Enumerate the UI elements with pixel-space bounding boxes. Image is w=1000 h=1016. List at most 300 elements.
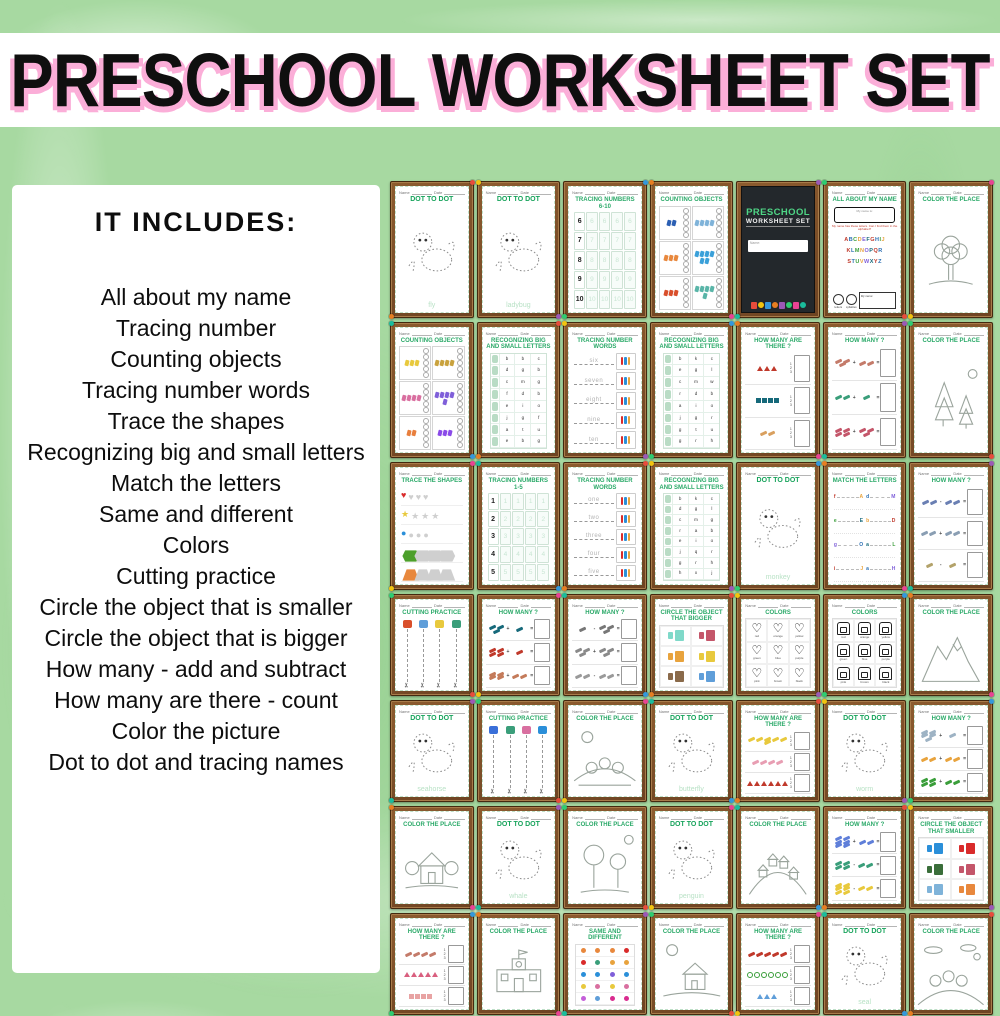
trace-shapes-rows: ♥ ♥ ♥ ♥ ★ ★ ★ ★ ● ● ● ●: [399, 487, 465, 582]
answer-box: [967, 552, 983, 578]
counting-grid: [659, 206, 725, 310]
worksheet-page: [482, 327, 556, 454]
sticker-decoration: [816, 699, 821, 704]
page-title: PRESCHOOL WORKSHEET SET: [10, 38, 990, 122]
answer-box: [967, 521, 983, 547]
name-date-line: Name Date: [832, 708, 898, 714]
answer-box: [621, 619, 637, 638]
worksheet-title: HOW MANY ?: [845, 822, 885, 829]
worksheet-thumb-circle-smaller-41: [909, 806, 993, 908]
heart-outline-icon: ♡: [793, 620, 805, 635]
heart-outline-icon: ♡: [751, 666, 763, 681]
sticker-decoration: [735, 1011, 740, 1016]
worksheet-page: [828, 599, 902, 691]
sticker-decoration: [643, 912, 648, 917]
name-date-line: Name Date: [918, 470, 984, 476]
answer-box: [967, 773, 983, 792]
answer-box: [794, 387, 810, 414]
dot-caption: seal: [858, 999, 872, 1007]
backpack-outline-icon: [858, 622, 871, 635]
worksheet-title: DOT TO DOT: [843, 927, 887, 935]
name-date-line: Name Date: [832, 470, 898, 476]
sticker-decoration: [729, 798, 734, 803]
worksheet-title: DOT TO DOT: [496, 821, 540, 829]
worksheet-thumb-counting-3: [650, 181, 734, 318]
worksheet-thumb-colors-bags-26: [823, 594, 907, 696]
sticker-decoration: [470, 180, 475, 185]
worksheet-thumb-place-35: [390, 806, 474, 908]
name-date-line: Name Date: [745, 470, 811, 476]
dot-caption: ladybug: [506, 301, 531, 309]
name-date-line: Name Date: [659, 189, 725, 195]
worksheet-page: Name Date HOW MANY ? - = + = - =: [568, 599, 642, 691]
worksheet-title: RECOGNIZING BIG AND SMALL LETTERS: [659, 478, 724, 491]
name-date-line: Name Date: [486, 921, 552, 927]
worksheet-title: DOT TO DOT: [410, 714, 454, 722]
includes-item: Tracing number: [115, 315, 277, 341]
worksheet-page: [482, 918, 556, 1010]
worksheet-page: [655, 467, 729, 585]
answer-box: [448, 966, 464, 984]
name-date-line: Name Date: [399, 708, 465, 714]
worksheet-title: TRACE THE SHAPES: [401, 478, 463, 484]
worksheet-page: [482, 467, 556, 585]
sticker-decoration: [816, 180, 821, 185]
worksheet-thumb-how-many-add-22: [477, 594, 561, 696]
sticker-decoration: [989, 699, 994, 704]
color-bags-grid: red orange yellow green blue purple pink brown black: [832, 618, 898, 688]
sticker-decoration: [556, 805, 561, 810]
worksheet-thumb-dot-28: [390, 700, 474, 802]
dot-caption: penguin: [679, 892, 704, 900]
name-date-line: Name Date: [659, 330, 725, 336]
sticker-decoration: [562, 321, 567, 326]
name-date-line: Name Date: [745, 814, 811, 820]
includes-item: How many are there - count: [54, 687, 338, 713]
includes-item: Same and different: [99, 501, 293, 527]
dot-to-dot-drawing: [399, 724, 465, 786]
worksheet-title: COUNTING OBJECTS: [400, 337, 463, 344]
worksheet-thumb-how-many-add-12: [823, 322, 907, 459]
alphabet-rows: ABCDEFGHIJ KLMNOPQR STUVWXYZ: [844, 236, 886, 265]
includes-item: Colors: [162, 532, 230, 558]
backpack-outline-icon: [879, 622, 892, 635]
worksheet-thumb-number-words-9: [563, 322, 647, 459]
name-date-line: Name Date: [918, 921, 984, 927]
cutting-lines: ✂ ✂ ✂ ✂: [399, 629, 465, 688]
worksheet-page: [914, 811, 988, 903]
worksheet-title: RECOGNIZING BIG AND SMALL LETTERS: [486, 337, 551, 350]
dot-to-dot-drawing: [659, 724, 725, 786]
worksheet-thumb-how-many-count-11: [736, 322, 820, 459]
sticker-decoration: [556, 593, 561, 598]
sticker-decoration: [649, 454, 654, 459]
dot-caption: fly: [428, 301, 436, 309]
worksheet-title: DOT TO DOT: [496, 196, 540, 203]
worksheet-thumb-dot-18: [736, 462, 820, 590]
worksheet-title: CUTTING PRACTICE: [488, 715, 548, 722]
name-date-line: Name Date: [572, 330, 638, 336]
worksheet-thumb-dot-36: [477, 806, 561, 908]
worksheet-thumb-dot-38: [650, 806, 734, 908]
sticker-decoration: [649, 180, 654, 185]
sticker-decoration: [643, 692, 648, 697]
dot-to-dot-drawing: [486, 831, 552, 893]
worksheet-thumb-letters-table-17: [650, 462, 734, 590]
number-words-rows: six seven eight nine ten: [572, 353, 638, 451]
sticker-decoration: [476, 912, 481, 917]
worksheet-title: ALL ABOUT MY NAME: [832, 197, 897, 203]
worksheet-title: HOW MANY ARE THERE ?: [407, 928, 456, 942]
worksheet-page: Name Date ALL ABOUT MY NAME My name is: My name has these letters. Can I find them in the alphabet? ABCDEFGHIJ KLMNOPQR STUVWXYZ letters syllables My name:: [828, 186, 902, 313]
worksheet-page: [482, 186, 556, 313]
worksheet-title: MATCH THE LETTERS: [832, 478, 897, 484]
sticker-decoration: [556, 798, 561, 803]
sticker-decoration: [556, 314, 561, 319]
name-date-line: Name Date: [745, 708, 811, 714]
backpack-outline-icon: [879, 644, 892, 657]
heart-outline-icon: ♡: [772, 643, 784, 658]
includes-item: Tracing number words: [82, 377, 310, 403]
sticker-decoration: [470, 461, 475, 466]
worksheet-thumb-cover-4: [736, 181, 820, 318]
name-date-line: Name Date: [832, 602, 898, 608]
sticker-decoration: [389, 798, 394, 803]
sticker-decoration: [470, 905, 475, 910]
worksheet-title: CIRCLE THE OBJECT THAT BIGGER: [660, 609, 723, 622]
worksheet-thumb-letters-table-8: [477, 322, 561, 459]
includes-item: Circle the object that is bigger: [44, 625, 348, 651]
name-date-line: Name Date: [918, 189, 984, 195]
sticker-decoration: [729, 314, 734, 319]
worksheet-page: [482, 705, 556, 797]
answer-box: [448, 945, 464, 963]
worksheet-thumb-how-many-add-34: [909, 700, 993, 802]
answer-box: [621, 643, 637, 662]
sticker-decoration: [476, 699, 481, 704]
worksheet-page: Name Date HOW MANY ? + = - = - =: [828, 811, 902, 903]
worksheet-title: COLOR THE PLACE: [662, 928, 721, 935]
worksheet-thumb-counting-7: [390, 322, 474, 459]
sticker-decoration: [735, 586, 740, 591]
dot-to-dot-drawing: [486, 206, 552, 302]
name-date-line: Name Date: [399, 330, 465, 336]
dot-to-dot-drawing: [659, 831, 725, 893]
sticker-decoration: [729, 593, 734, 598]
worksheet-thumb-how-many-count-42: [390, 913, 474, 1015]
dot-to-dot-drawing: [745, 487, 811, 574]
sticker-decoration: [470, 699, 475, 704]
object-pairs-grid: [659, 625, 725, 688]
name-date-line: Name Date: [572, 602, 638, 608]
worksheet-title: HOW MANY ?: [498, 609, 538, 616]
answer-box: [534, 619, 550, 638]
name-date-line: Name Date: [832, 330, 898, 336]
sticker-decoration: [470, 912, 475, 917]
name-date-line: Name Date: [918, 602, 984, 608]
worksheet-thumb-dot-0: [390, 181, 474, 318]
worksheet-page: [914, 327, 988, 454]
worksheet-thumb-how-many-sub-40: [823, 806, 907, 908]
includes-list: [12, 282, 380, 778]
sticker-decoration: [562, 798, 567, 803]
answer-box: [534, 643, 550, 662]
place-line-art-school: [486, 937, 552, 1007]
worksheet-page: [568, 186, 642, 313]
name-date-line: Name Date: [399, 602, 465, 608]
sticker-decoration: [822, 699, 827, 704]
name-date-line: Name Date: [486, 708, 552, 714]
sticker-decoration: [822, 180, 827, 185]
answer-box: [534, 666, 550, 685]
worksheet-page: Name Date HOW MANY ARE THERE ? 1 2 3 1 2 3 1 2 3: [741, 918, 815, 1010]
includes-item: All about my name: [100, 284, 292, 310]
answer-box: [794, 966, 810, 984]
worksheet-title: TRACING NUMBERS 1-5: [488, 478, 549, 491]
sticker-decoration: [902, 586, 907, 591]
sticker-decoration: [562, 1011, 567, 1016]
answer-box: [794, 355, 810, 382]
worksheet-page: [655, 918, 729, 1010]
number-words-rows: one two three four five: [572, 493, 638, 582]
sticker-decoration: [643, 461, 648, 466]
sticker-decoration: [389, 586, 394, 591]
dot-to-dot-drawing: [832, 937, 898, 999]
worksheet-page: [395, 599, 469, 691]
worksheet-page: [828, 918, 902, 1010]
tracing-numbers-rows: 6 6 6 6 6 7 7 7 7 7 8 8 8 8 8 9 9 9 9 9 10 10 10 10 10: [572, 212, 638, 310]
includes-item: Cutting practice: [116, 563, 276, 589]
answer-box: [880, 383, 896, 411]
worksheet-title: HOW MANY ?: [845, 337, 885, 344]
worksheet-title: CUTTING PRACTICE: [402, 609, 462, 616]
heart-outline-icon: ♡: [772, 666, 784, 681]
cover-subtitle: WORKSHEET SET: [745, 218, 811, 225]
name-date-line: Name Date: [745, 330, 811, 336]
sticker-decoration: [989, 905, 994, 910]
worksheet-thumb-number-words-16: [563, 462, 647, 590]
worksheet-title: DOT TO DOT: [669, 714, 714, 722]
sticker-decoration: [476, 461, 481, 466]
worksheet-page: Name Date HOW MANY ? - = + = - =: [914, 467, 988, 585]
worksheet-title: COLOR THE PLACE: [403, 822, 461, 829]
letters-table: b k c e g l c m w r d b a i o j g r g t u g r h: [663, 353, 721, 450]
name-date-line: Name Date: [832, 921, 898, 927]
worksheet-page: Name Date HOW MANY ARE THERE ? 1 2 3 1 2 3 1 2 3: [741, 705, 815, 797]
name-date-line: Name Date: [832, 814, 898, 820]
sticker-decoration: [902, 1011, 907, 1016]
letters-table: b k c d g l c m g r a b e i o j q r g r h h x j: [663, 493, 721, 581]
worksheet-title: RECOGNIZING BIG AND SMALL LETTERS: [659, 337, 724, 350]
sticker-decoration: [989, 912, 994, 917]
sticker-decoration: [735, 805, 740, 810]
answer-box: [794, 987, 810, 1005]
answer-box: [794, 753, 810, 771]
includes-item: Dot to dot and tracing names: [48, 749, 344, 775]
worksheet-thumb-dot-47: [823, 913, 907, 1015]
sticker-decoration: [476, 905, 481, 910]
sticker-decoration: [816, 912, 821, 917]
sticker-decoration: [562, 593, 567, 598]
worksheet-page: [568, 327, 642, 454]
worksheet-title: HOW MANY ?: [585, 609, 625, 616]
backpack-outline-icon: [837, 622, 850, 635]
worksheet-page: [741, 599, 815, 691]
sticker-decoration: [470, 454, 475, 459]
sticker-decoration: [389, 1011, 394, 1016]
worksheet-page: [482, 811, 556, 903]
worksheet-page: [914, 918, 988, 1010]
sticker-decoration: [649, 461, 654, 466]
sticker-decoration: [735, 321, 740, 326]
heart-outline-icon: ♡: [751, 643, 763, 658]
includes-item: Recognizing big and small letters: [27, 439, 365, 465]
worksheet-thumb-place-45: [650, 913, 734, 1015]
worksheet-title: DOT TO DOT: [669, 821, 714, 829]
worksheet-page: Name Date HOW MANY ARE THERE ? 1 2 3 1 2 3 1 2 3: [741, 327, 815, 454]
worksheet-thumb-dot-33: [823, 700, 907, 802]
worksheet-page: [568, 467, 642, 585]
worksheet-page: [568, 705, 642, 797]
sticker-decoration: [908, 798, 913, 803]
backpack-outline-icon: [858, 667, 871, 680]
worksheet-thumb-match-letters-19: [823, 462, 907, 590]
includes-item: Counting objects: [110, 346, 282, 372]
includes-panel: [12, 185, 380, 973]
worksheet-page: Name Date HOW MANY ? + = + = + =: [914, 705, 988, 797]
worksheet-title: HOW MANY ARE THERE ?: [754, 928, 803, 942]
answer-box: [880, 418, 896, 446]
name-date-line: Name Date: [918, 814, 984, 820]
answer-box: [794, 945, 810, 963]
worksheet-page: [655, 327, 729, 454]
answer-box: [880, 832, 896, 851]
worksheet-thumb-place-43: [477, 913, 561, 1015]
worksheet-page: [655, 705, 729, 797]
name-box: My name is:: [834, 207, 896, 223]
title-banner: [0, 33, 1000, 127]
answer-box: [621, 666, 637, 685]
counting-grid: [399, 346, 465, 450]
worksheet-thumb-trace-numbers-15: [477, 462, 561, 590]
name-date-line: Name Date: [572, 814, 638, 820]
sticker-decoration: [816, 905, 821, 910]
worksheet-thumb-about-name-5: [823, 181, 907, 318]
sticker-decoration: [643, 454, 648, 459]
sticker-decoration: [649, 692, 654, 697]
worksheet-page: [655, 811, 729, 903]
dot-caption: whale: [509, 892, 528, 900]
worksheet-thumb-how-many-sub-23: [563, 594, 647, 696]
sticker-decoration: [562, 586, 567, 591]
worksheet-thumb-same-different-44: [563, 913, 647, 1015]
worksheet-page: Name Date HOW MANY ? + = + = + =: [828, 327, 902, 454]
sticker-decoration: [389, 321, 394, 326]
worksheet-title: COLOR THE PLACE: [576, 822, 634, 829]
answer-box: [967, 489, 983, 515]
name-date-line: Name Date: [659, 921, 725, 927]
worksheet-title: COLOR THE PLACE: [576, 715, 634, 722]
includes-item: Trace the shapes: [107, 408, 285, 434]
sticker-decoration: [729, 1011, 734, 1016]
worksheet-page: [828, 467, 902, 585]
name-date-line: Name Date: [832, 189, 898, 195]
worksheet-thumb-cutting-29: [477, 700, 561, 802]
worksheet-title: COLOR THE PLACE: [922, 928, 980, 935]
answer-box: [880, 856, 896, 875]
sticker-decoration: [643, 180, 648, 185]
backpack-outline-icon: [858, 644, 871, 657]
name-date-line: Name Date: [659, 470, 725, 476]
sticker-decoration: [908, 314, 913, 319]
includes-item: Circle the object that is smaller: [39, 594, 353, 620]
worksheet-title: COLOR THE PLACE: [489, 928, 548, 935]
cutting-lines: ✂ ✂ ✂ ✂: [486, 735, 552, 794]
letters-table: b b c d g b c m g f d b e i o j g f a t u e b g: [490, 353, 548, 450]
sticker-decoration: [822, 905, 827, 910]
name-date-line: Name Date: [572, 708, 638, 714]
sticker-decoration: [822, 912, 827, 917]
sticker-decoration: [902, 321, 907, 326]
match-letters-rows: f A d M e E b D g O a L i J a H: [832, 487, 898, 582]
sticker-decoration: [729, 586, 734, 591]
sticker-decoration: [562, 314, 567, 319]
worksheet-thumb-place-37: [563, 806, 647, 908]
sticker-decoration: [735, 314, 740, 319]
sticker-decoration: [989, 692, 994, 697]
sticker-decoration: [816, 461, 821, 466]
worksheet-page: [741, 467, 815, 585]
worksheet-page: [395, 467, 469, 585]
worksheet-title: COLOR THE PLACE: [922, 609, 980, 616]
worksheet-title: HOW MANY ARE THERE ?: [754, 337, 803, 350]
name-date-line: Name Date: [659, 708, 725, 714]
includes-heading: IT INCLUDES:: [94, 207, 298, 237]
sticker-decoration: [735, 593, 740, 598]
answer-box: [880, 879, 896, 898]
worksheet-thumb-place-27: [909, 594, 993, 696]
sticker-decoration: [556, 586, 561, 591]
worksheet-thumb-place-13: [909, 322, 993, 459]
sticker-decoration: [989, 461, 994, 466]
answer-box: [967, 726, 983, 745]
sticker-decoration: [643, 699, 648, 704]
place-line-art-tree: [918, 206, 984, 310]
name-date-line: Name Date: [486, 470, 552, 476]
cover-page: [741, 186, 815, 313]
worksheet-page: [828, 705, 902, 797]
name-date-line: Name Date: [486, 602, 552, 608]
heart-outline-icon: ♡: [793, 643, 805, 658]
sticker-decoration: [822, 692, 827, 697]
sticker-decoration: [649, 912, 654, 917]
worksheet-thumb-how-many-count-46: [736, 913, 820, 1015]
worksheet-title: HOW MANY ?: [931, 715, 971, 722]
place-line-art-park: [572, 724, 638, 794]
backpack-outline-icon: [879, 667, 892, 680]
worksheet-page: [395, 327, 469, 454]
worksheet-title: COLOR THE PLACE: [749, 822, 807, 829]
dot-caption: monkey: [765, 573, 791, 581]
sticker-decoration: [989, 180, 994, 185]
worksheet-title: TRACING NUMBER WORDS: [577, 478, 633, 491]
worksheet-page: [741, 811, 815, 903]
color-hearts-grid: ♡ red ♡ orange ♡ yellow ♡ green ♡ blue ♡ purple ♡ pink ♡ brown ♡ black: [745, 618, 811, 688]
sticker-decoration: [556, 321, 561, 326]
name-date-line: Name Date: [572, 189, 638, 195]
sticker-decoration: [649, 699, 654, 704]
worksheet-page: [568, 918, 642, 1010]
